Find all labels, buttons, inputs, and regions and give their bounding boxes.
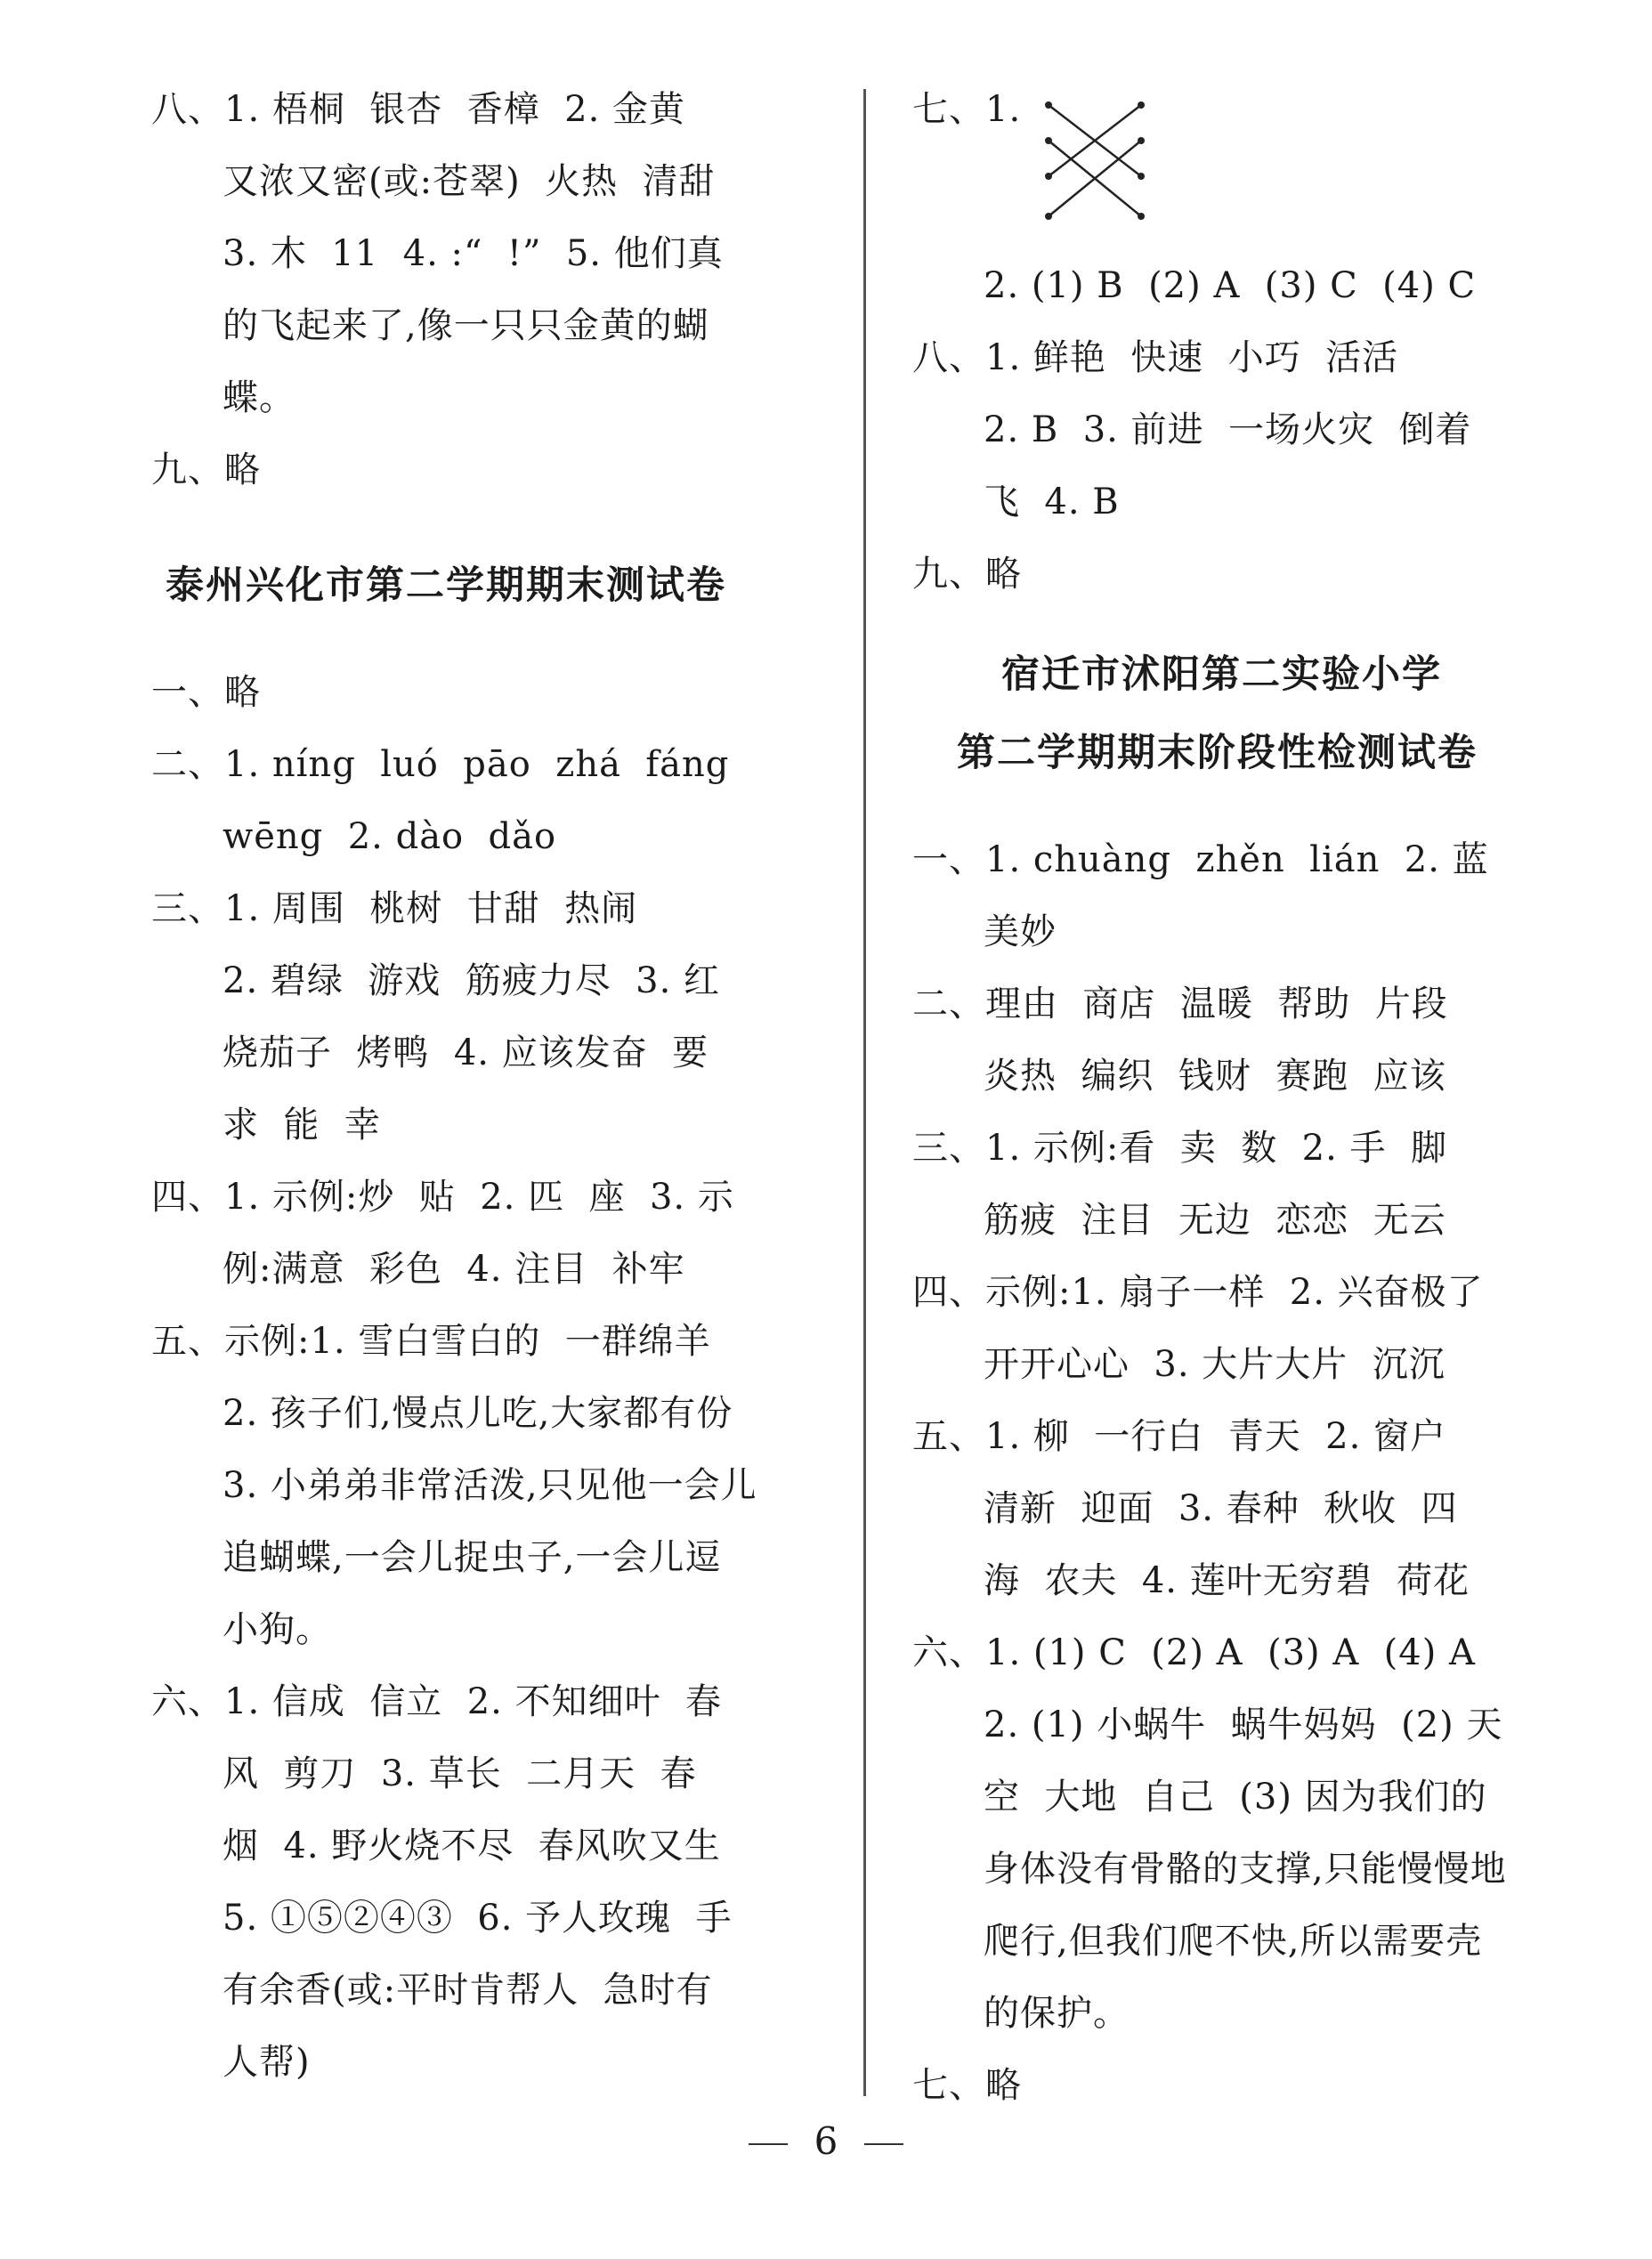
answer-line: 的飞起来了,像一只只金黄的蝴 [223,305,709,346]
answer-line: 2. B 3. 前进 一场火灾 倒着 [984,409,1472,450]
page-footer [0,2117,1652,2166]
answer-line: 3. 木 11 4. :“ !” 5. 他们真 [223,233,724,274]
column-divider [863,89,866,2096]
answer-line: 九、略 [151,449,261,490]
answer-line: 空 大地 自己 (3) 因为我们的 [984,1777,1487,1818]
answer-line: 风 剪刀 3. 草长 二月天 春 [223,1753,697,1794]
answer-line: 四、1. 示例:炒 贴 2. 匹 座 3. 示 [151,1177,734,1218]
answer-line: 七、1. [912,89,1022,130]
answer-line: 五、1. 柳 一行白 青天 2. 窗户 [912,1416,1447,1457]
answer-line: 3. 小弟弟非常活泼,只见他一会儿 [223,1465,757,1506]
answer-line: 二、理由 商店 温暖 帮助 片段 [912,984,1448,1024]
answer-line: 有余香(或:平时肯帮人 急时有 [223,1970,713,2011]
answer-line: 2. (1) 小蜗牛 蜗牛妈妈 (2) 天 [984,1704,1503,1745]
section-title: 宿迁市沭阳第二实验小学 [1001,652,1442,697]
answer-line: 爬行,但我们爬不快,所以需要壳 [984,1921,1483,1962]
footer-dash [864,2143,903,2145]
answer-line: 九、略 [912,554,1022,595]
answer-line: 六、1. (1) C (2) A (3) A (4) A [912,1632,1476,1673]
answer-line: 清新 迎面 3. 春种 秋收 四 [984,1488,1458,1529]
answer-line: 5. ①⑤②④③ 6. 予人玫瑰 手 [223,1898,733,1939]
page-number: 6 [814,2119,838,2163]
answer-line: 一、略 [151,672,261,713]
answer-line: 飞 4. B [984,482,1120,522]
answer-line: 美妙 [984,911,1057,952]
answer-line: 烟 4. 野火烧不尽 春风吹又生 [223,1826,721,1866]
answer-line: 六、1. 信成 信立 2. 不知细叶 春 [151,1681,723,1722]
answer-line: 追蝴蝶,一会儿捉虫子,一会儿逗 [223,1537,722,1578]
section-title: 第二学期期末阶段性检测试卷 [957,731,1478,775]
answer-line: 求 能 幸 [223,1105,381,1146]
answer-line: 一、1. chuàng zhěn lián 2. 蓝 [912,839,1489,880]
answer-line: 八、1. 鲜艳 快速 小巧 活活 [912,337,1399,378]
answer-line: 筋疲 注目 无边 恋恋 无云 [984,1200,1446,1241]
answer-line: 2. 孩子们,慢点儿吃,大家都有份 [223,1393,733,1434]
answer-line: 三、1. 周围 桃树 甘甜 热闹 [151,888,638,929]
answer-line: 炎热 编织 钱财 赛跑 应该 [984,1056,1446,1097]
answer-line: 七、略 [912,2065,1022,2106]
answer-line: 蝶。 [223,377,296,418]
answer-line: 海 农夫 4. 莲叶无穷碧 荷花 [984,1560,1470,1601]
answer-line: 烧茄子 烤鸭 4. 应该发奋 要 [223,1032,709,1073]
answer-line: 五、示例:1. 雪白雪白的 一群绵羊 [151,1321,711,1362]
answer-line: 二、1. níng luó pāo zhá fáng [151,744,730,785]
answer-line: 身体没有骨骼的支撑,只能慢慢地 [984,1849,1507,1890]
answer-line: 例:满意 彩色 4. 注目 补牢 [223,1249,685,1290]
section-title: 泰州兴化市第二学期期末测试卷 [166,563,726,608]
answer-line: 人帮) [223,2042,311,2083]
footer-dash [749,2143,788,2145]
answer-line: 八、1. 梧桐 银杏 香樟 2. 金黄 [151,89,686,130]
answer-line: wēng 2. dào dǎo [223,816,557,857]
answer-line: 开开心心 3. 大片大片 沉沉 [984,1344,1446,1385]
answer-line: 四、示例:1. 扇子一样 2. 兴奋极了 [912,1272,1484,1313]
answer-line: 2. (1) B (2) A (3) C (4) C [984,265,1477,306]
answer-line: 三、1. 示例:看 卖 数 2. 手 脚 [912,1128,1447,1169]
answer-line: 的保护。 [984,1993,1130,2034]
matching-lines-diagram [1041,96,1148,225]
answer-line: 又浓又密(或:苍翠) 火热 清甜 [223,161,716,202]
answer-line: 小狗。 [223,1609,332,1650]
answer-line: 2. 碧绿 游戏 筋疲力尽 3. 红 [223,960,721,1001]
